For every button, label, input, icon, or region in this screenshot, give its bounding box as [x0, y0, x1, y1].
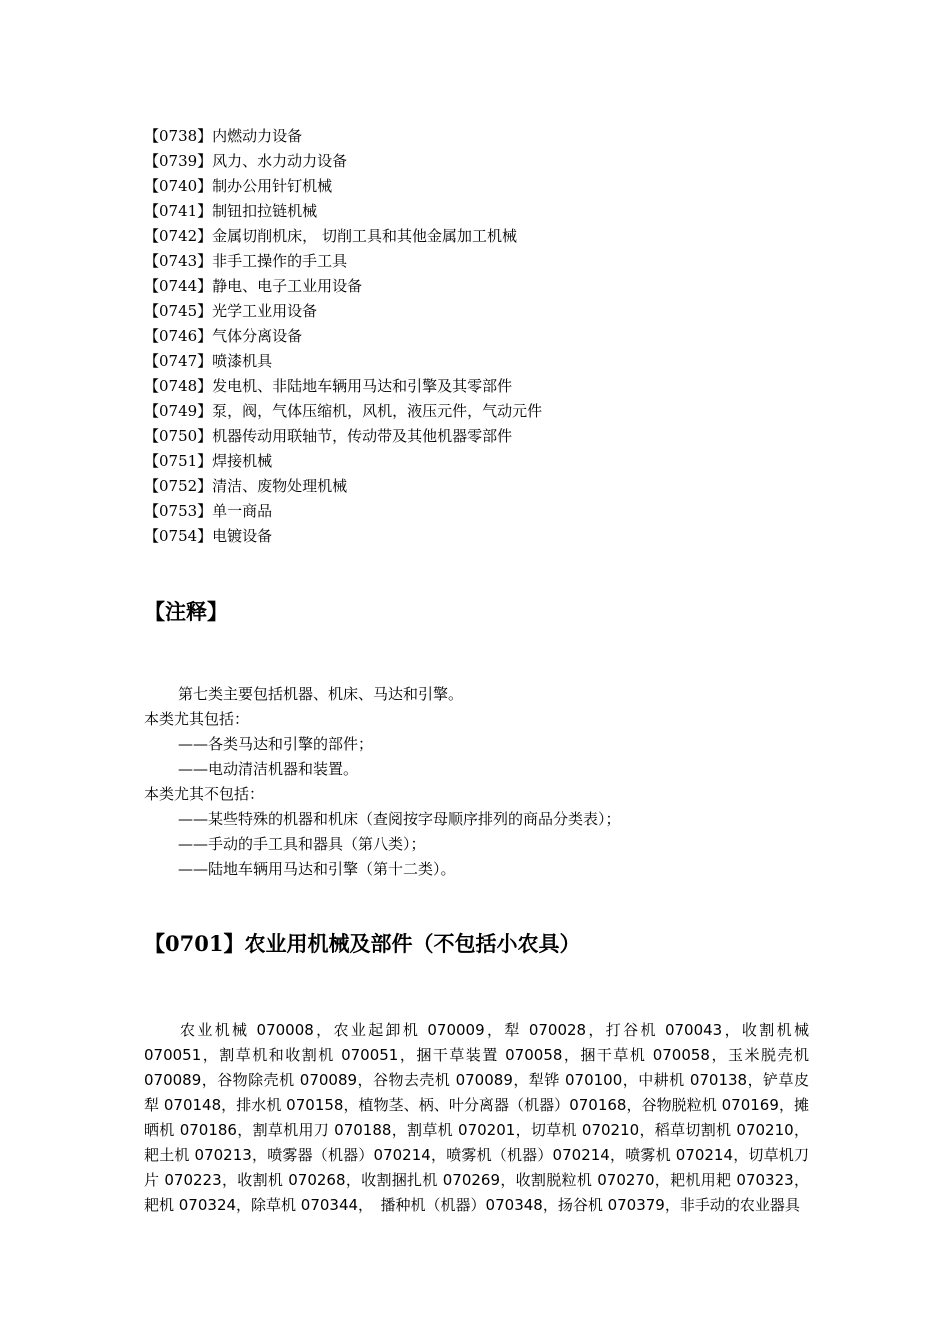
notes-bullet: ——各类马达和引擎的部件； [178, 735, 374, 753]
category-item: 【0739】风力、水力动力设备 [144, 152, 348, 170]
section-heading-0701: 【0701】农业用机械及部件（不包括小农具） [144, 931, 581, 956]
category-item: 【0746】气体分离设备 [144, 327, 303, 345]
notes-paragraph: 本类尤其不包括： [144, 785, 265, 803]
category-item: 【0751】焊接机械 [144, 452, 273, 470]
category-item: 【0744】静电、电子工业用设备 [144, 277, 363, 295]
notes-bullet: ——手动的手工具和器具（第八类）； [178, 835, 426, 853]
category-item: 【0745】光学工业用设备 [144, 302, 318, 320]
category-item: 【0748】发电机、非陆地车辆用马达和引擎及其零部件 [144, 377, 513, 395]
notes-heading: 【注释】 [144, 599, 228, 624]
notes-bullet: ——陆地车辆用马达和引擎（第十二类）。 [178, 860, 456, 878]
notes-bullet: ——某些特殊的机器和机床（查阅按字母顺序排列的商品分类表）； [178, 810, 621, 828]
notes-paragraph: 第七类主要包括机器、机床、马达和引擎。 [178, 685, 464, 703]
category-item: 【0740】制办公用针钉机械 [144, 177, 333, 195]
category-item: 【0747】喷漆机具 [144, 352, 273, 370]
category-item: 【0749】泵，阀，气体压缩机，风机，液压元件，气动元件 [144, 402, 543, 420]
category-item: 【0753】单一商品 [144, 502, 273, 520]
category-item: 【0743】非手工操作的手工具 [144, 252, 348, 270]
notes-paragraph: 本类尤其包括： [144, 710, 250, 728]
category-item: 【0752】清洁、废物处理机械 [144, 477, 348, 495]
notes-bullet: ——电动清洁机器和装置。 [178, 760, 359, 778]
category-item: 【0750】机器传动用联轴节，传动带及其他机器零部件 [144, 427, 513, 445]
category-item: 【0741】制钮扣拉链机械 [144, 202, 318, 220]
category-list [144, 124, 864, 549]
notes-block [144, 682, 864, 882]
category-item: 【0738】内燃动力设备 [144, 127, 303, 145]
category-item: 【0742】金属切削机床， 切削工具和其他金属加工机械 [144, 227, 517, 245]
section-body-0701: 农业机械 070008，农业起卸机 070009，犁 070028，打谷机 070043，收割机械 070051，割草机和收割机 070051，捆干草装置 070058，捆干草机 070058，玉米脱壳机 070089，谷物除壳机 070089，谷物去壳机 070089，犁铧 070100，中耕机 070138，铲草皮犁 070148，排水机 070158，植物茎、柄、叶分离器（机器）070168，谷物脱粒机 070169，摊晒机 070186，割草机用刀 070188，割草机 070201，切草机 070210，稻草切割机 070210，耙土机 070213，喷雾器（机器）070214，喷雾机（机器）070214，喷雾机 070214，切草机刀片 070223，收割机 070268，收割捆扎机 070269，收割脱粒机 070270，耙机用耙 070323，耙机 070324，除草机 070344， 播种机（机器）070348，扬谷机 070379，非手动的农业器具 [144, 1021, 809, 1214]
category-item: 【0754】电镀设备 [144, 527, 273, 545]
